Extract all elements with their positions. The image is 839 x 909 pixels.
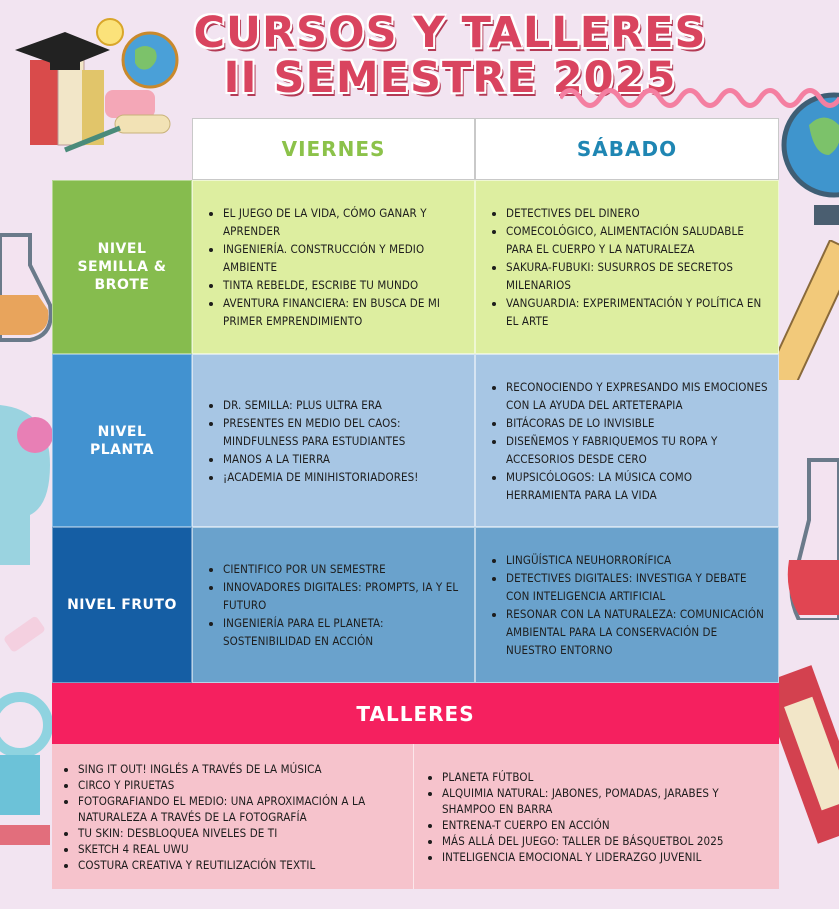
taller-item: • PLANETA FÚTBOL xyxy=(442,769,769,785)
course-item: • DISEÑEMOS Y FABRIQUEMOS TU ROPA Y ACCESORIOS DESDE CERO xyxy=(506,432,768,468)
column-header-sabado: SÁBADO xyxy=(475,118,779,180)
taller-item: • CIRCO Y PIRUETAS xyxy=(78,777,401,793)
talleres-list xyxy=(52,744,779,889)
brain-illustration xyxy=(0,385,55,565)
course-item: • BITÁCORAS DE LO INVISIBLE xyxy=(506,414,768,432)
diploma-icon xyxy=(115,115,170,133)
course-item: • DETECTIVES DIGITALES: INVESTIGA Y DEBATE CON INTELIGENCIA ARTIFICIAL xyxy=(506,569,768,605)
course-item: • DETECTIVES DEL DINERO xyxy=(506,204,768,222)
course-item: • DR. SEMILLA: PLUS ULTRA ERA xyxy=(223,396,464,414)
planta-viernes-cell xyxy=(192,354,475,527)
level-label-fruto: NIVEL FRUTO xyxy=(52,527,192,683)
course-item: • RECONOCIENDO Y EXPRESANDO MIS EMOCIONES CON LA AYUDA DEL ARTETERAPIA xyxy=(506,378,768,414)
course-item: • RESONAR CON LA NATURALEZA: COMUNICACIÓN AMBIENTAL PARA LA CONSERVACIÓN DE NUESTRO ENTORNO xyxy=(506,605,768,659)
page-title-line2: II SEMESTRE 2025 xyxy=(223,53,677,103)
semilla-sabado-cell xyxy=(475,180,779,354)
course-item: • SAKURA-FUBUKI: SUSURROS DE SECRETOS MILENARIOS xyxy=(506,258,768,294)
microscope-illustration xyxy=(0,615,55,875)
taller-item: • MÁS ALLÁ DEL JUEGO: TALLER DE BÁSQUETBOL 2025 xyxy=(442,833,769,849)
course-item: • ¡ACADEMIA DE MINIHISTORIADORES! xyxy=(223,468,464,486)
course-item: • INGENIERÍA. CONSTRUCCIÓN Y MEDIO AMBIENTE xyxy=(223,240,464,276)
taller-item: • ALQUIMIA NATURAL: JABONES, POMADAS, JARABES Y SHAMPOO EN BARRA xyxy=(442,785,769,817)
taller-item: • SKETCH 4 REAL UWU xyxy=(78,841,401,857)
talleres-right-column xyxy=(414,744,779,889)
flask-left-illustration xyxy=(0,215,55,345)
course-item: • AVENTURA FINANCIERA: EN BUSCA DE MI PRIMER EMPRENDIMIENTO xyxy=(223,294,464,330)
course-item: • PRESENTES EN MEDIO DEL CAOS: MINDFULNESS PARA ESTUDIANTES xyxy=(223,414,464,450)
flask-right-illustration xyxy=(779,450,839,620)
taller-item: • ENTRENA-T CUERPO EN ACCIÓN xyxy=(442,817,769,833)
squiggle-decoration xyxy=(560,78,839,118)
planta-sabado-cell xyxy=(475,354,779,527)
column-header-viernes: VIERNES xyxy=(192,118,475,180)
talleres-left-column xyxy=(52,744,414,889)
course-item: • INNOVADORES DIGITALES: PROMPTS, IA Y EL FUTURO xyxy=(223,578,464,614)
semilla-viernes-cell xyxy=(192,180,475,354)
course-item: • MANOS A LA TIERRA xyxy=(223,450,464,468)
taller-item: • FOTOGRAFIANDO EL MEDIO: UNA APROXIMACIÓN A LA NATURALEZA A TRAVÉS DE LA FOTOGRAFÍA xyxy=(78,793,401,825)
fruto-sabado-cell xyxy=(475,527,779,683)
course-item: • VANGUARDIA: EXPERIMENTACIÓN Y POLÍTICA EN EL ARTE xyxy=(506,294,768,330)
page-title-line1: CURSOS Y TALLERES xyxy=(193,8,707,58)
course-item: • LINGÜÍSTICA NEUHORRORÍFICA xyxy=(506,551,768,569)
book-right-illustration xyxy=(779,660,839,880)
taller-item: • SING IT OUT! INGLÉS A TRAVÉS DE LA MÚSICA xyxy=(78,761,401,777)
ruler-illustration xyxy=(779,240,839,380)
level-label-planta: NIVEL PLANTA xyxy=(52,354,192,527)
level-label-semilla: NIVEL SEMILLA & BROTE xyxy=(52,180,192,354)
taller-item: • COSTURA CREATIVA Y REUTILIZACIÓN TEXTIL xyxy=(78,857,401,873)
fruto-viernes-cell xyxy=(192,527,475,683)
course-item: • EL JUEGO DE LA VIDA, CÓMO GANAR Y APRENDER xyxy=(223,204,464,240)
taller-item: • TU SKIN: DESBLOQUEA NIVELES DE TI xyxy=(78,825,401,841)
course-item: • TINTA REBELDE, ESCRIBE TU MUNDO xyxy=(223,276,464,294)
course-item: • CIENTIFICO POR UN SEMESTRE xyxy=(223,560,464,578)
course-item: • MUPSICÓLOGOS: LA MÚSICA COMO HERRAMIENTA PARA LA VIDA xyxy=(506,468,768,504)
taller-item: • INTELIGENCIA EMOCIONAL Y LIDERAZGO JUVENIL xyxy=(442,849,769,865)
course-item: • COMECOLÓGICO, ALIMENTACIÓN SALUDABLE PARA EL CUERPO Y LA NATURALEZA xyxy=(506,222,768,258)
course-item: • INGENIERÍA PARA EL PLANETA: SOSTENIBILIDAD EN ACCIÓN xyxy=(223,614,464,650)
talleres-header: TALLERES xyxy=(52,683,779,744)
lightbulb-icon xyxy=(97,19,123,45)
